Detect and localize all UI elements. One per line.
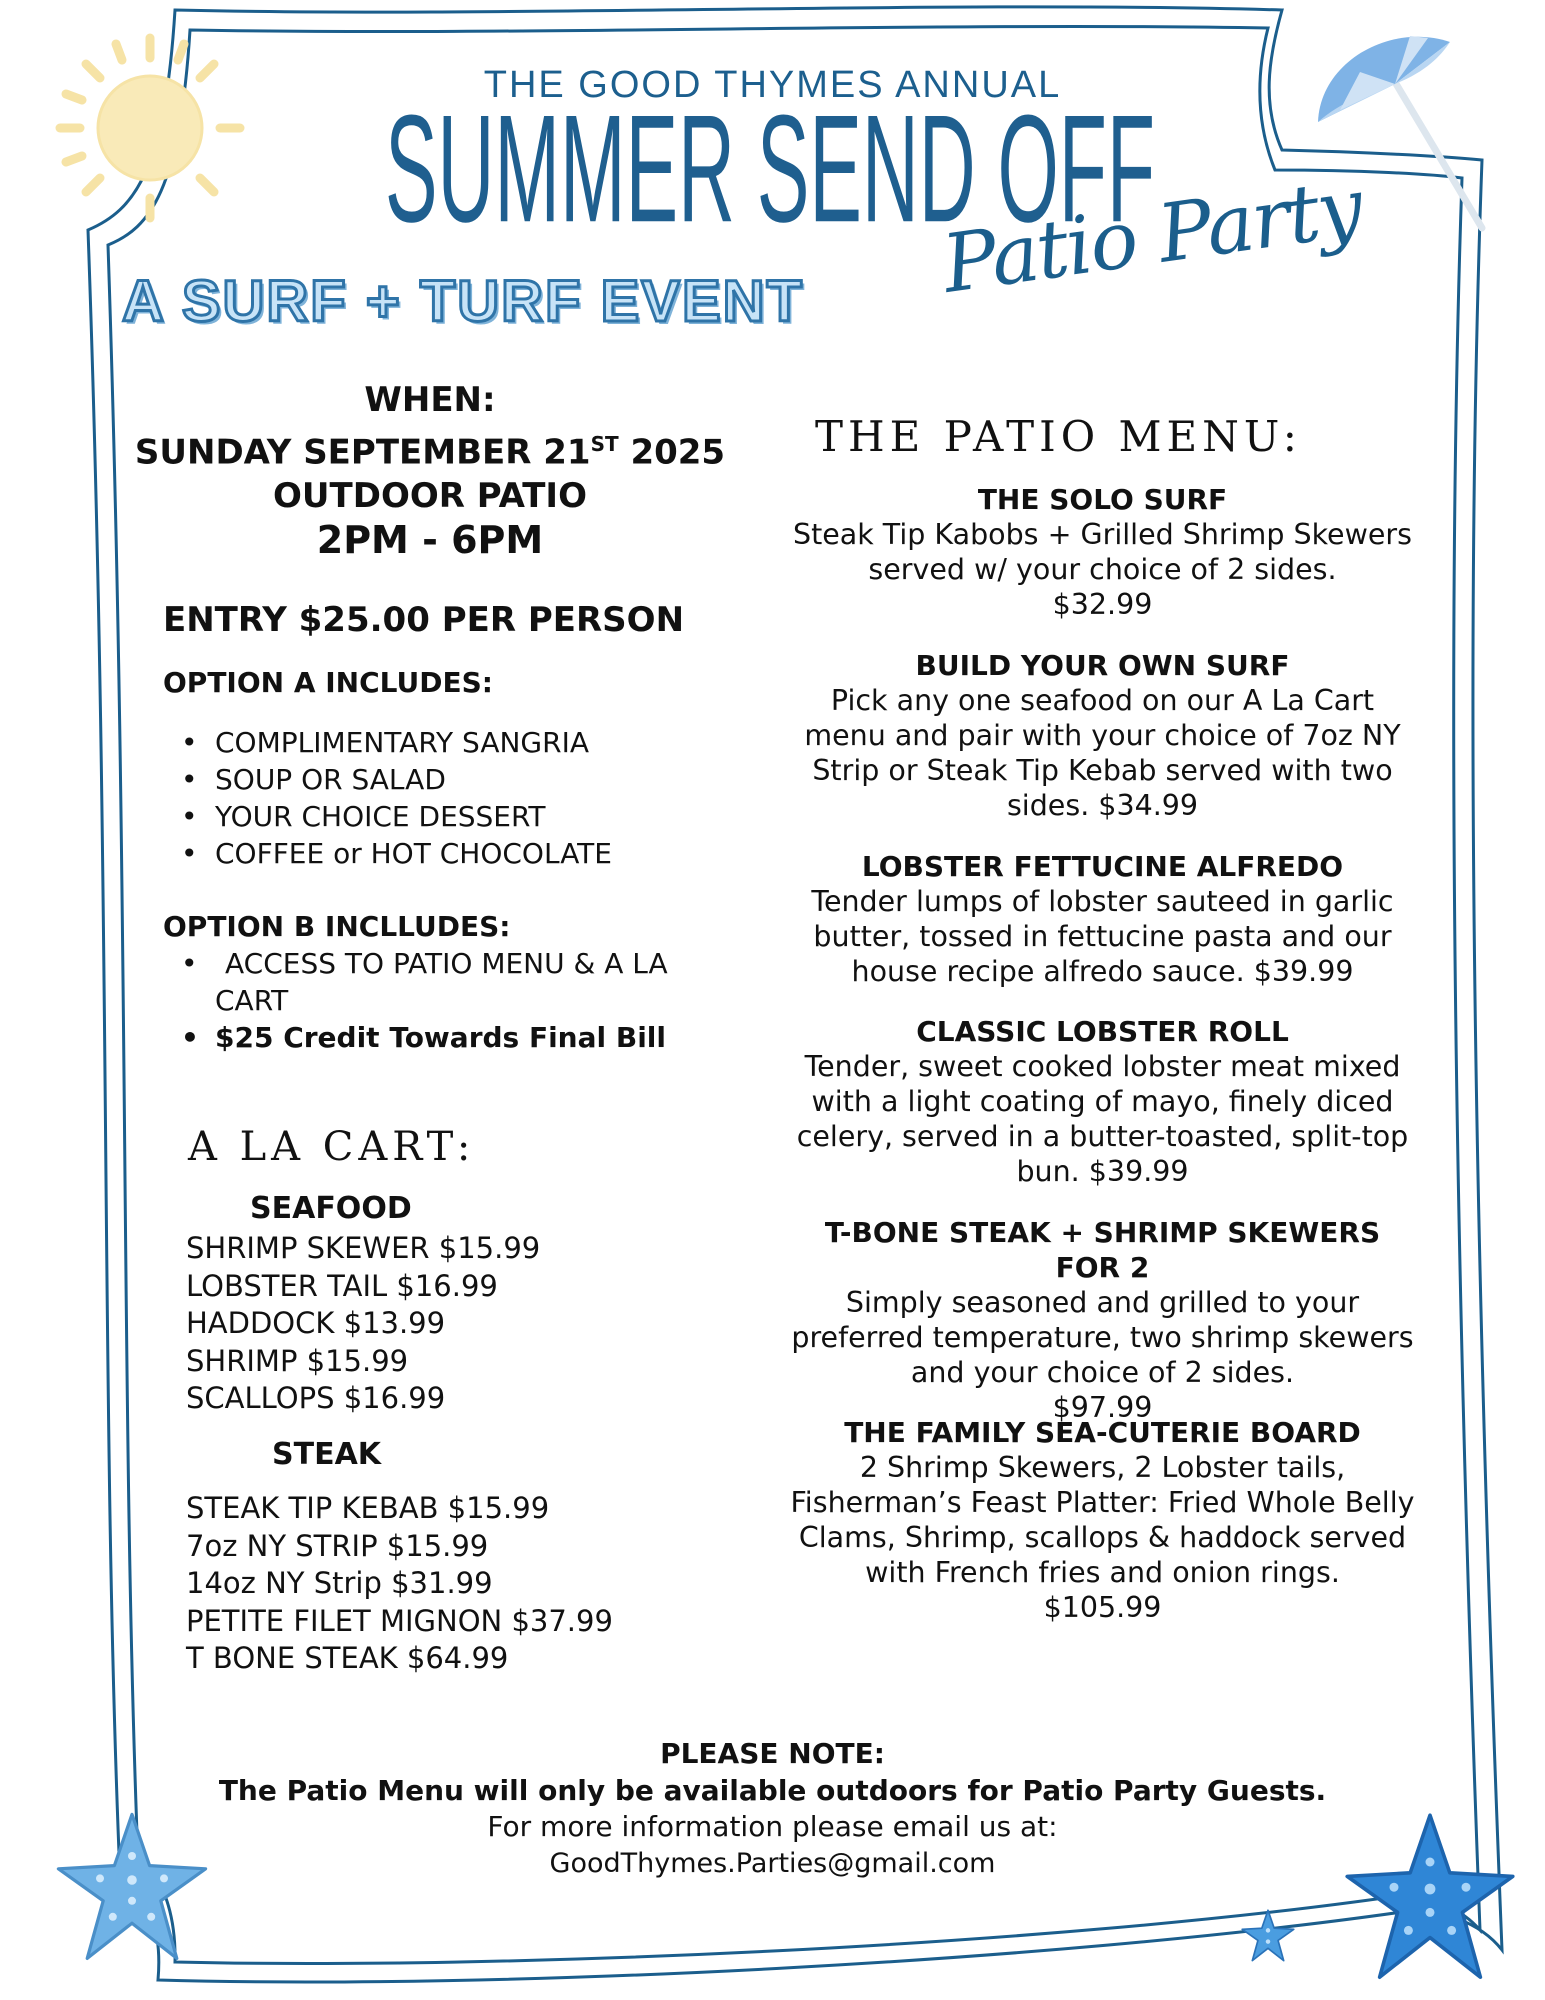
- menu-item-desc: 2 Shrimp Skewers, 2 Lobster tails, Fisherman’s Feast Platter: Fried Whole Belly Clams, Shrimp, scallops & haddock served with French fries and onion rings.: [790, 1451, 1415, 1589]
- menu-item-tbone-for-2: [790, 1215, 1415, 1425]
- list-item: • ACCESS TO PATIO MENU & A LA CART: [163, 945, 723, 1019]
- event-pre-title: THE GOOD THYMES ANNUAL: [483, 64, 1062, 106]
- menu-item-price: $97.99: [1052, 1391, 1153, 1424]
- menu-item-name: T-BONE STEAK + SHRIMP SKEWERS FOR 2: [824, 1216, 1381, 1284]
- menu-item-desc: Pick any one seafood on our A La Cart menu and pair with your choice of 7oz NY Strip or Steak Tip Kebab served with two sides. $34.99: [804, 684, 1401, 822]
- menu-item-desc: Simply seasoned and grilled to your preferred temperature, two shrimp skewers and your choice of 2 sides.: [791, 1286, 1414, 1389]
- steak-list: [186, 1490, 613, 1678]
- list-item: LOBSTER TAIL $16.99: [186, 1268, 498, 1303]
- seafood-list: [186, 1230, 540, 1418]
- entry-price: ENTRY $25.00 PER PERSON: [163, 600, 685, 640]
- svg-text:SUMMER SEND OFF: SUMMER SEND OFF: [385, 83, 1156, 255]
- menu-item-name: THE SOLO SURF: [977, 483, 1228, 516]
- starfish-icon: [1240, 1908, 1296, 1964]
- menu-item-price: $32.99: [1052, 588, 1153, 621]
- steak-heading: STEAK: [272, 1437, 382, 1472]
- menu-item-name: LOBSTER FETTUCINE ALFREDO: [861, 850, 1344, 883]
- menu-item-solo-surf: [790, 482, 1415, 622]
- note-heading: PLEASE NOTE:: [660, 1737, 885, 1770]
- please-note: [0, 1736, 1545, 1882]
- surf-turf-subtitle: A SURF + TURF EVENT: [122, 269, 804, 334]
- list-item: • COMPLIMENTARY SANGRIA: [163, 724, 683, 761]
- contact-email: GoodThymes.Parties@gmail.com: [549, 1847, 996, 1879]
- sun-icon: [50, 28, 250, 228]
- list-item: • YOUR CHOICE DESSERT: [163, 798, 683, 835]
- event-date: SUNDAY SEPTEMBER 21ST 2025: [134, 432, 726, 473]
- when-label: WHEN:: [364, 380, 496, 420]
- menu-item-desc: Tender, sweet cooked lobster meat mixed with a light coating of mayo, finely diced celery, served in a butter-toasted, split-top bun. $39.99: [796, 1050, 1409, 1188]
- list-item: PETITE FILET MIGNON $37.99: [186, 1603, 613, 1638]
- menu-item-name: BUILD YOUR OWN SURF: [915, 649, 1290, 682]
- list-item: • $25 Credit Towards Final Bill: [163, 1019, 723, 1056]
- patio-party-script: Patio Party: [937, 160, 1367, 311]
- menu-item-lobster-fettucine: [790, 849, 1415, 989]
- event-time: 2PM - 6PM: [316, 518, 544, 563]
- menu-item-name: CLASSIC LOBSTER ROLL: [916, 1015, 1289, 1048]
- menu-item-price: $105.99: [1043, 1591, 1162, 1624]
- menu-item-desc: Steak Tip Kabobs + Grilled Shrimp Skewers served w/ your choice of 2 sides.: [792, 518, 1412, 586]
- menu-item-sea-cuterie-board: [790, 1415, 1415, 1625]
- list-item: • COFFEE or HOT CHOCOLATE: [163, 835, 683, 872]
- option-b-heading: OPTION B INCLLUDES:: [163, 910, 511, 943]
- patio-menu-heading: THE PATIO MENU:: [815, 412, 1302, 461]
- seafood-heading: SEAFOOD: [250, 1191, 412, 1226]
- note-line-2: For more information please email us at:: [487, 1810, 1058, 1843]
- menu-item-name: THE FAMILY SEA-CUTERIE BOARD: [844, 1416, 1361, 1449]
- list-item: HADDOCK $13.99: [186, 1306, 446, 1340]
- list-item: T BONE STEAK $64.99: [186, 1641, 509, 1675]
- menu-item-lobster-roll: [790, 1014, 1415, 1189]
- list-item: STEAK TIP KEBAB $15.99: [186, 1491, 550, 1525]
- list-item: • SOUP OR SALAD: [163, 761, 683, 798]
- list-item: SHRIMP $15.99: [186, 1343, 409, 1378]
- menu-item-build-your-own-surf: [790, 648, 1415, 823]
- list-item: 14oz NY Strip $31.99: [186, 1566, 493, 1600]
- menu-item-desc: Tender lumps of lobster sauteed in garlic butter, tossed in fettucine pasta and our house recipe alfredo sauce. $39.99: [811, 885, 1394, 988]
- list-item: SCALLOPS $16.99: [186, 1381, 446, 1415]
- event-when: [100, 378, 760, 562]
- option-a-list: [163, 724, 683, 872]
- option-b-list: [163, 945, 723, 1056]
- a-la-cart-heading: A LA CART:: [188, 1124, 476, 1170]
- event-location: OUTDOOR PATIO: [273, 476, 587, 517]
- note-line-1: The Patio Menu will only be available outdoors for Patio Party Guests.: [218, 1773, 1327, 1807]
- starfish-icon: [52, 1808, 212, 1968]
- starfish-icon: [1340, 1808, 1520, 1988]
- list-item: 7oz NY STRIP $15.99: [186, 1528, 489, 1563]
- list-item: SHRIMP SKEWER $15.99: [186, 1231, 541, 1265]
- option-a-heading: OPTION A INCLUDES:: [163, 666, 493, 699]
